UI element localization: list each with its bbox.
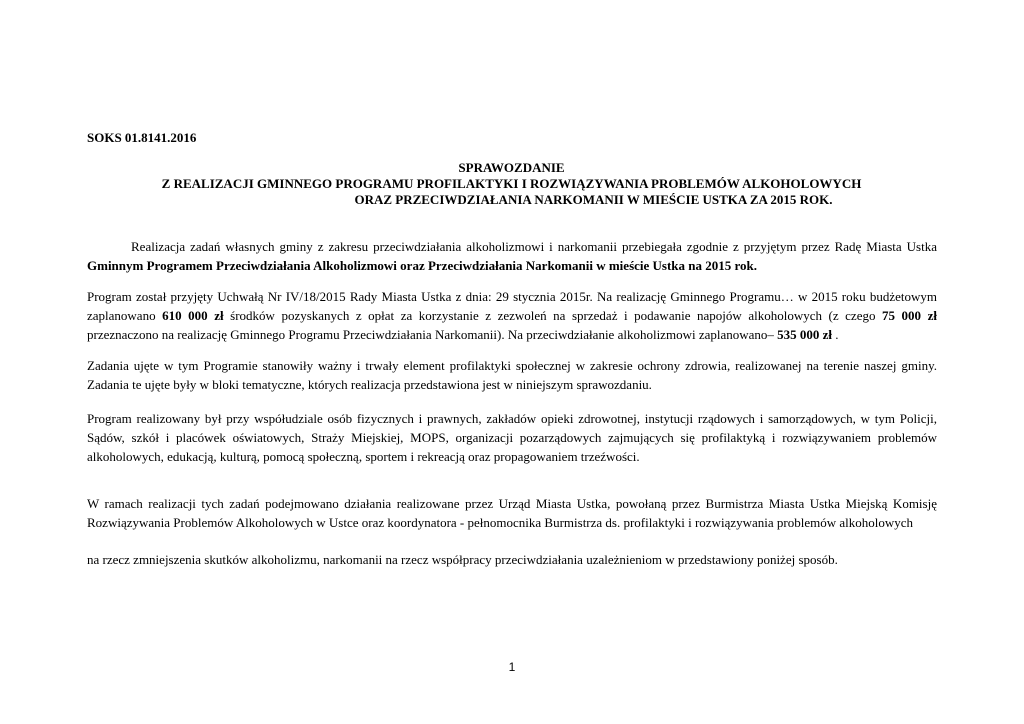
paragraph-budget [87,287,937,344]
paragraph-summary: na rzecz zmniejszenia skutków alkoholizmu, narkomanii na rzecz współpracy przeciwdziałania uzależnieniom w przedstawiony poniżej sposób. [87,552,838,567]
program-name: Gminnym Programem Przeciwdziałania Alkoholizmowi oraz Przeciwdziałania Narkomanii w mieście Ustka na 2015 rok. [87,258,758,273]
budget-total: 610 000 zł [162,308,224,323]
budget-drugs: 75 000 zł [882,308,937,323]
document-title [87,160,936,208]
paragraph-partners: Program realizowany był przy współudziale osób fizycznych i prawnych, zakładów opieki zdrowotnej, instytucji rządowych i samorządowych, w tym Policji, Sądów, szkół i placówek oświatowych, Straży Miejskiej, MOPS, organizacji pozarządowych zajmujących się profilaktyką i rozwiązywaniem problemów alkoholowych, edukacją, kulturą, pomocą społeczną, sportem i rekreacją oraz propagowaniem trzeźwości. [87,411,937,464]
budget-text-e: przeznaczono na realizację Gminnego Programu Przeciwdziałania Narkomanii). Na przeciwdziałanie alkoholizmowi zaplanowano– [87,327,778,342]
document-reference: SOKS 01.8141.2016 [87,130,197,145]
title-line-1: SPRAWOZDANIE [458,160,565,175]
budget-text-c: środków pozyskanych z opłat za korzystanie z zezwoleń na sprzedaż i podawanie napojów alkoholowych (z czego [223,308,883,323]
intro-text: Realizacja zadań własnych gminy z zakresu przeciwdziałania alkoholizmowi i narkomanii przebiegała zgodnie z przyjętym przez Radę Miasta Ustka [131,239,937,254]
page-number: 1 [508,660,516,674]
budget-alcohol: 535 000 zł [777,327,833,342]
budget-text-a: Program został przyjęty Uchwałą Nr IV/18/2015 Rady Miasta Ustka z dnia: 29 stycznia 2015r. Na realizację Gminnego Programu… w 2015 roku budżetowym zaplanowano [87,289,937,323]
budget-text-g: . [832,327,839,342]
title-line-2: Z REALIZACJI GMINNEGO PROGRAMU PROFILAKTYKI I ROZWIĄZYWANIA PROBLEMÓW ALKOHOLOWYCH [161,176,862,191]
paragraph-tasks: Zadania ujęte w tym Programie stanowiły ważny i trwały element profilaktyki społecznej w zakresie ochrony zdrowia, realizowanej na terenie naszej gminy. Zadania te ujęte były w bloki tematyczne, których realizacja przedstawiona jest w niniejszym sprawozdaniu. [87,358,937,392]
title-line-3: ORAZ PRZECIWDZIAŁANIA NARKOMANII W MIEŚCIE USTKA ZA 2015 ROK. [354,192,833,207]
paragraph-actions: W ramach realizacji tych zadań podejmowano działania realizowane przez Urząd Miasta Ustka, powołaną przez Burmistrza Miasta Ustka Miejską Komisję Rozwiązywania Problemów Alkoholowych w Ustce oraz koordynatora - pełnomocnika Burmistrza ds. profilaktyki i rozwiązywania problemów alkoholowych [87,496,937,530]
paragraph-intro [87,237,937,275]
